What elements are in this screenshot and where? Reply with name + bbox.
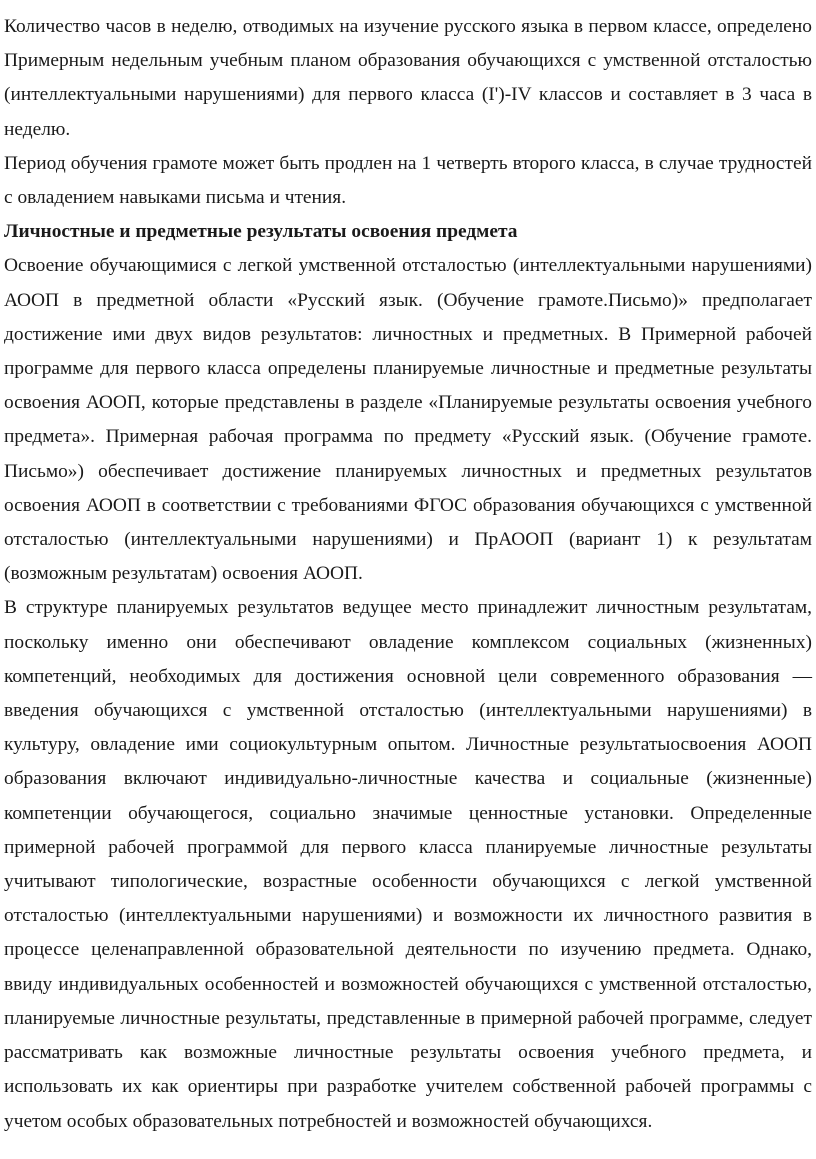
paragraph-hours-per-week: Количество часов в неделю, отводимых на изучение русского языка в первом классе, определено Примерным недельным учебным планом образования обучающихся с умственной отсталостью (интеллектуальными нарушениями) для первого класса (I')-IV классов и составляет в 3 часа в неделю. bbox=[4, 16, 812, 140]
paragraph-results-overview: Освоение обучающимися с легкой умственной отсталостью (интеллектуальными нарушениями) АООП в предметной области «Русский язык. (Обучение грамоте.Письмо)» предполагает достижение ими двух видов результатов: личностных и предметных. В Примерной рабочей программе для первого класса определены планируемые личностные и предметные результаты освоения АООП, которые представлены в разделе «Планируемые результаты освоения учебного предмета». Примерная рабочая программа по предмету «Русский язык. (Обучение грамоте. Письмо») обеспечивает достижение планируемых личностных и предметных результатов освоения АООП в соответствии с требованиями ФГОС образования обучающихся с умственной отсталостью (интеллектуальными нарушениями) и ПрАООП (вариант 1) к результатам (возможным результатам) освоения АООП. bbox=[4, 255, 812, 585]
paragraph-literacy-period: Период обучения грамоте может быть продлен на 1 четверть второго класса, в случае трудностей с овладением навыками письма и чтения. bbox=[4, 152, 812, 209]
paragraph-personal-results: В структуре планируемых результатов ведущее место принадлежит личностным результатам, поскольку именно они обеспечивают овладение комплексом социальных (жизненных) компетенций, необходимых для достижения основной цели современного образования — введения обучающихся с умственной отсталостью (интеллектуальными нарушениями) в культуру, овладение ими социокультурным опытом. Личностные результатыосвоения АООП образования включают индивидуально-личностные качества и социальные (жизненные) компетенции обучающегося, социально значимые ценностные установки. Определенные примерной рабочей программой для первого класса планируемые личностные результаты учитывают типологические, возрастные особенности обучающихся с легкой умственной отсталостью (интеллектуальными нарушениями) и возможности их личностного развития в процессе целенаправленной образовательной деятельности по изучению предмета. Однако, ввиду индивидуальных особенностей и возможностей обучающихся с умственной отсталостью, планируемые личностные результаты, представленные в примерной рабочей программе, следует рассматривать как возможные личностные результаты освоения учебного предмета, и использовать их как ориентиры при разработке учителем собственной рабочей программы с учетом особых образовательных потребностей и возможностей обучающихся. bbox=[4, 597, 812, 1132]
section-heading: Личностные и предметные результаты освоения предмета bbox=[4, 221, 518, 243]
